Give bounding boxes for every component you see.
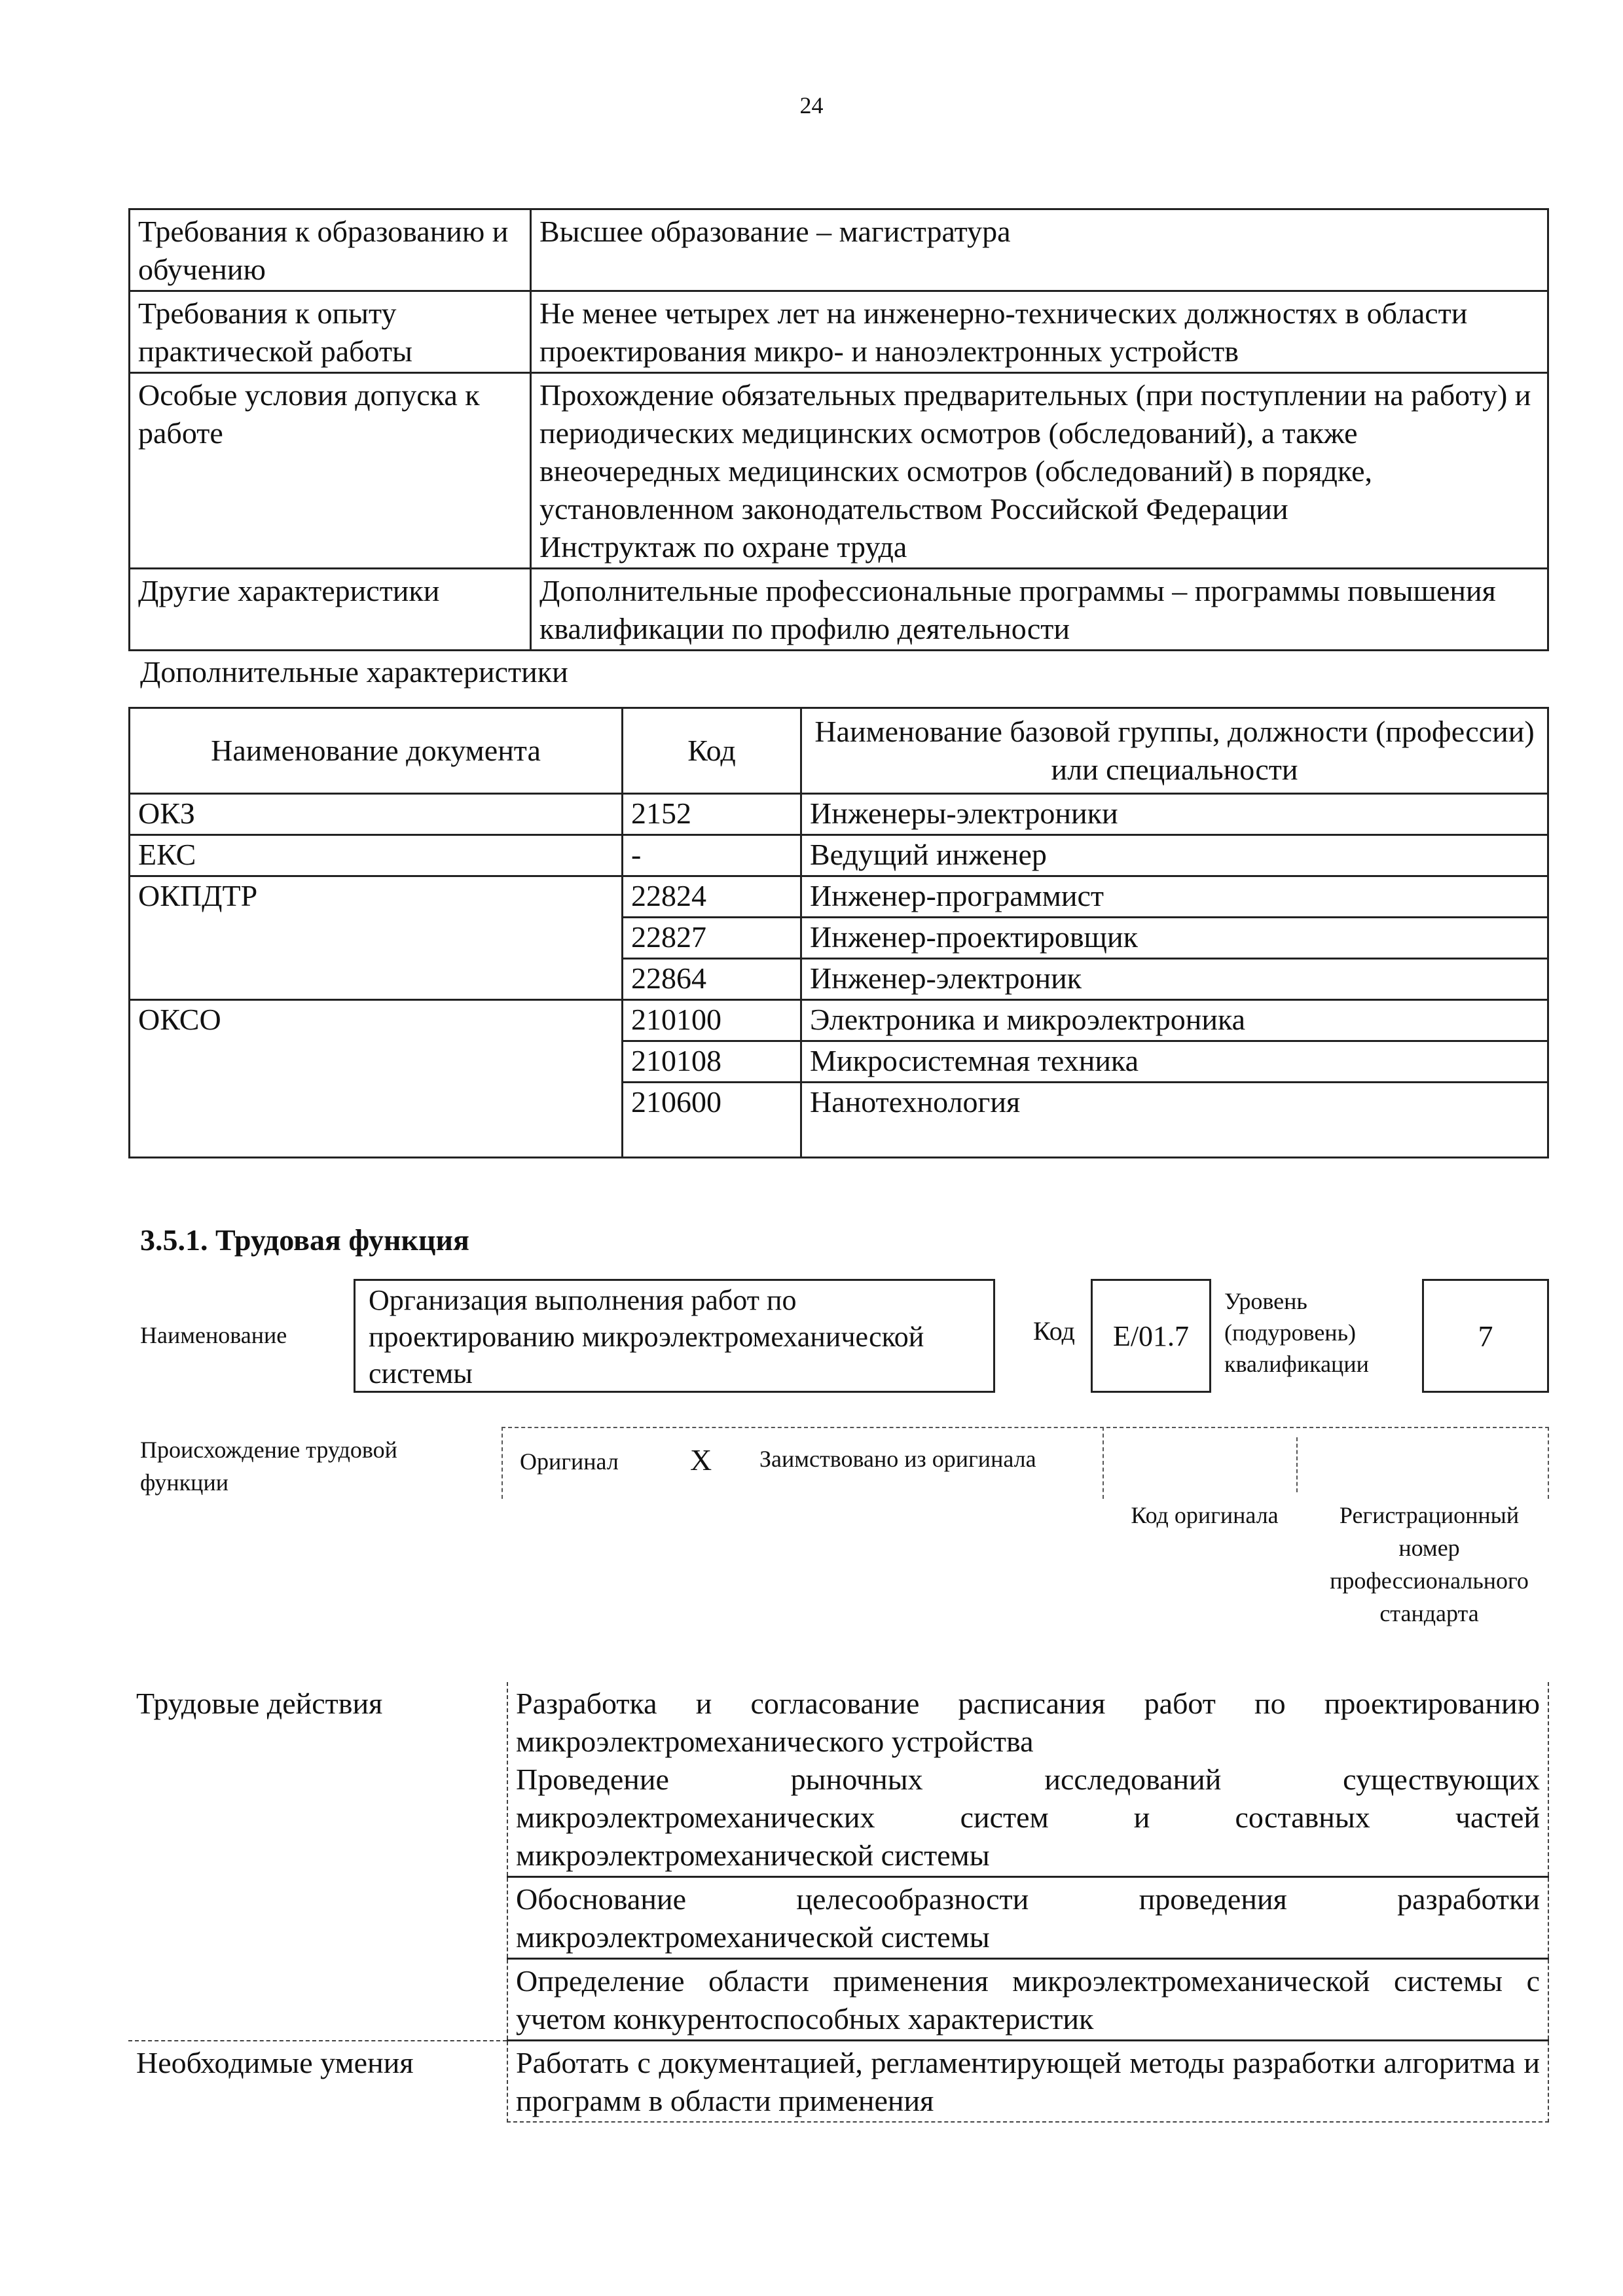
level-box <box>1422 1279 1549 1393</box>
action-cell <box>507 1682 1548 1877</box>
original-mark: X <box>690 1443 712 1477</box>
cell-code: 210100 <box>623 1000 801 1041</box>
table-row <box>130 1000 1548 1041</box>
table-row <box>130 569 1548 651</box>
original-label: Оригинал <box>520 1448 619 1475</box>
code-value: E/01.7 <box>1112 1319 1190 1352</box>
code-original-label: Код оригинала <box>1131 1502 1279 1528</box>
requirement-value <box>531 209 1548 291</box>
additional-table <box>128 707 1549 1158</box>
cell-code: 22864 <box>623 959 801 1000</box>
requirement-label: Особые условия допуска к работе <box>130 373 531 569</box>
name-label: Наименование <box>140 1322 287 1348</box>
action-item: Проведение рыночных исследований существующих микроэлектромеханических систем и составных частей микроэлектромеханической системы <box>516 1763 1540 1872</box>
cell-name: Ведущий инженер <box>801 835 1548 876</box>
code-label: Код <box>1033 1316 1075 1346</box>
function-name-box <box>354 1279 995 1393</box>
requirement-text: Высшее образование – магистратура <box>539 215 1011 248</box>
action-cell <box>507 1877 1548 1959</box>
requirement-value <box>531 373 1548 569</box>
cell-name: Инженер-программист <box>801 876 1548 918</box>
action-item: Определение области применения микроэлектромеханической системы с учетом конкурентоспособных характеристик <box>516 1964 1540 2036</box>
origin-divider <box>1296 1437 1298 1492</box>
column-header-document: Наименование документа <box>130 708 623 794</box>
table-row <box>130 209 1548 291</box>
cell-code: 210108 <box>623 1041 801 1083</box>
skill-cell <box>507 2041 1548 2123</box>
actions-table <box>128 1682 1549 2123</box>
requirement-text: Инструктаж по охране труда <box>539 530 907 564</box>
cell-document: ОКПДТР <box>130 876 623 1000</box>
cell-name: Микросистемная техника <box>801 1041 1548 1083</box>
cell-document: ОКЗ <box>130 794 623 835</box>
requirement-label: Другие характеристики <box>130 569 531 651</box>
cell-document: ЕКС <box>130 835 623 876</box>
table-row <box>128 1682 1548 1877</box>
skills-label: Необходимые умения <box>128 2041 507 2123</box>
cell-name: Электроника и микроэлектроника <box>801 1000 1548 1041</box>
function-name-value: Организация выполнения работ по проектированию микроэлектромеханической системы <box>369 1284 924 1390</box>
table-row <box>130 794 1548 835</box>
cell-code: 22827 <box>623 918 801 959</box>
requirements-table <box>128 208 1549 651</box>
level-label: Уровень (подуровень) квалификации <box>1224 1288 1369 1377</box>
cell-name: Нанотехнология <box>801 1083 1548 1158</box>
cell-name: Инженер-электроник <box>801 959 1548 1000</box>
column-header-name: Наименование базовой группы, должности (профессии) или специальности <box>801 708 1548 794</box>
requirement-value <box>531 291 1548 373</box>
cell-code: 2152 <box>623 794 801 835</box>
cell-document: ОКСО <box>130 1000 623 1158</box>
requirement-value <box>531 569 1548 651</box>
table-row <box>128 2041 1548 2123</box>
requirement-text: Дополнительные профессиональные программы – программы повышения квалификации по профилю деятельности <box>539 574 1496 645</box>
cell-code: 210600 <box>623 1083 801 1158</box>
level-value: 7 <box>1478 1319 1493 1353</box>
registration-number-label: Регистрационный номер профессионального стандарта <box>1330 1502 1529 1626</box>
code-box <box>1091 1279 1211 1393</box>
column-header-code: Код <box>623 708 801 794</box>
table-row <box>130 291 1548 373</box>
cell-code: - <box>623 835 801 876</box>
table-row <box>130 876 1548 918</box>
table-header-row <box>130 708 1548 794</box>
skill-item: Работать с документацией, регламентирующей методы разработки алгоритма и программ в области применения <box>516 2046 1540 2117</box>
origin-code-frame <box>1106 1427 1549 1499</box>
requirement-label: Требования к образованию и обучению <box>130 209 531 291</box>
cell-name: Инженер-проектировщик <box>801 918 1548 959</box>
table-row <box>130 835 1548 876</box>
requirement-text: Не менее четырех лет на инженерно-технических должностях в области проектирования микро- и наноэлектронных устройств <box>539 296 1468 368</box>
cell-name: Инженеры-электроники <box>801 794 1548 835</box>
action-item: Разработка и согласование расписания работ по проектированию микроэлектромеханического устройства <box>516 1687 1540 1758</box>
additional-caption: Дополнительные характеристики <box>140 655 568 689</box>
page-number: 24 <box>799 92 824 118</box>
cell-code: 22824 <box>623 876 801 918</box>
requirement-label: Требования к опыту практической работы <box>130 291 531 373</box>
action-cell <box>507 1959 1548 2041</box>
origin-label: Происхождение трудовой функции <box>140 1437 397 1496</box>
section-heading: 3.5.1. Трудовая функция <box>140 1223 469 1257</box>
actions-label: Трудовые действия <box>136 1687 383 1720</box>
table-row <box>130 373 1548 569</box>
action-item: Обоснование целесообразности проведения разработки микроэлектромеханической системы <box>516 1882 1540 1954</box>
requirement-text: Прохождение обязательных предварительных (при поступлении на работу) и периодических медицинских осмотров (обследований), а также внеочередных медицинских осмотров (обследований) в порядке, установленном законодательством Российской Федерации <box>539 378 1531 526</box>
borrowed-label: Заимствовано из оригинала <box>759 1446 1036 1472</box>
